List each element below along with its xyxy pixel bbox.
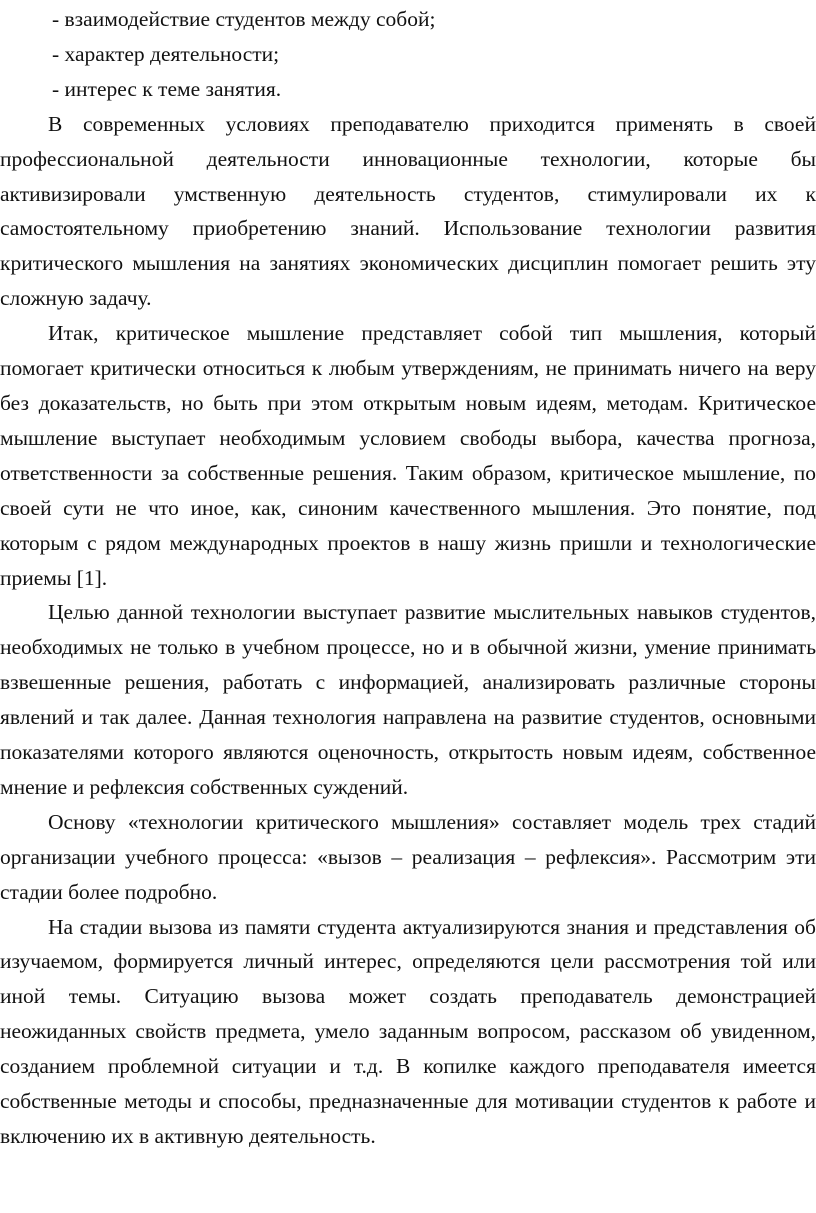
- paragraph-challenge-stage: На стадии вызова из памяти студента актуализируются знания и представления об изучаемом, формируется личный интерес, определяются цели рассмотрения той или иной темы. Ситуацию вызова может создать преподаватель демонстрацией неожиданных свойств предмета, умело заданным вопросом, рассказом об увиденном, созданием проблемной ситуации и т.д. В копилке каждого преподавателя имеется собственные методы и способы, предназначенные для мотивации студентов к работе и включению их в активную деятельность.: [0, 914, 816, 1148]
- criteria-list: [0, 2, 816, 107]
- list-item: - характер деятельности;: [52, 41, 280, 66]
- list-item: - взаимодействие студентов между собой;: [52, 7, 436, 31]
- list-item: - интерес к теме занятия.: [52, 76, 282, 101]
- paragraph-three-stages: Основу «технологии критического мышления» составляет модель трех стадий организации учебного процесса: «вызов – реализация – рефлексия». Рассмотрим эти стадии более подробно.: [0, 809, 816, 904]
- paragraph-innovation: В современных условиях преподавателю приходится применять в своей профессиональной деятельности инновационные технологии, которые бы активизировали умственную деятельность студентов, стимулировали их к самостоятельному приобретению знаний. Использование технологии развития критического мышления на занятиях экономических дисциплин помогает решить эту сложную задачу.: [0, 111, 816, 311]
- paragraph-critical-thinking: Итак, критическое мышление представляет собой тип мышления, который помогает критически относиться к любым утверждениям, не принимать ничего на веру без доказательств, но быть при этом открытым новым идеям, методам. Критическое мышление выступает необходимым условием свободы выбора, качества прогноза, ответственности за собственные решения. Таким образом, критическое мышление, по своей сути не что иное, как, синоним качественного мышления. Это понятие, под которым с рядом международных проектов в нашу жизнь пришли и технологические приемы [1].: [0, 321, 816, 590]
- paragraph-technology-goal: Целью данной технологии выступает развитие мыслительных навыков студентов, необходимых не только в учебном процессе, но и в обычной жизни, умение принимать взвешенные решения, работать с информацией, анализировать различные стороны явлений и так далее. Данная технология направлена на развитие студентов, основными показателями которого являются оценочность, открытость новым идеям, собственное мнение и рефлексия собственных суждений.: [0, 600, 816, 799]
- document-body: [0, 2, 816, 1154]
